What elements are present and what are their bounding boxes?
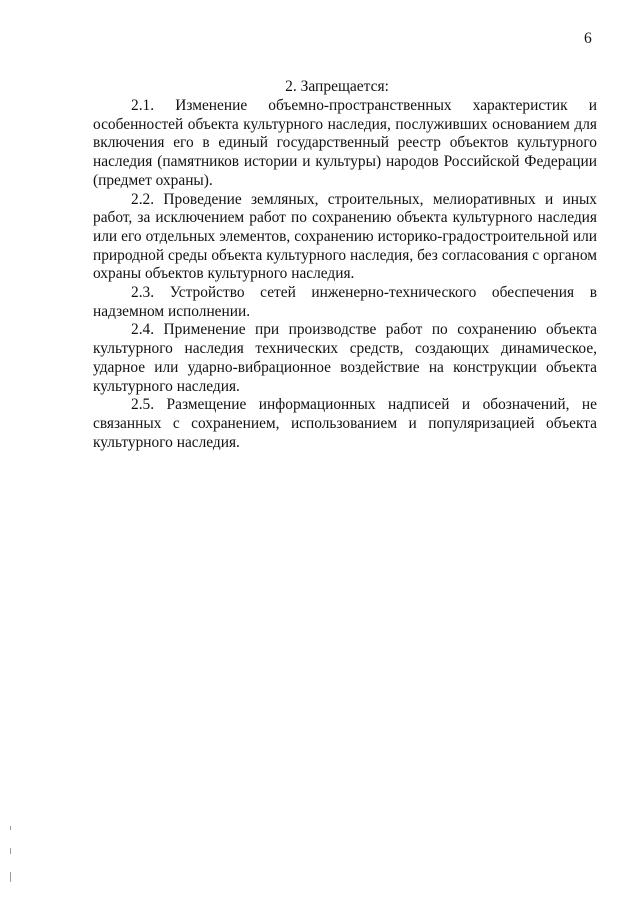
scan-margin-mark [10,826,11,830]
clause-number: 2.1. [131,97,155,114]
clause-2-3 [93,284,597,321]
page-number: 6 [584,30,592,47]
clause-2-5 [93,396,597,452]
clause-text: Применение при производстве работ по сохранению объекта культурного наследия технических средств, создающих динамическое, ударное или ударно-вибрационное воздействие на конструкции объекта культурного наследия. [93,321,597,395]
scan-margin-mark [10,872,11,882]
section-body [93,97,597,452]
clause-text: Проведение земляных, строительных, мелиоративных и иных работ, за исключением работ по сохранению объекта культурного наследия или его отдельных элементов, сохранению историко-градостроительной или природной среды объекта культурного наследия, без согласования с органом охраны объектов культурного наследия. [93,190,597,283]
clause-text: Размещение информационных надписей и обозначений, не связанных с сохранением, использованием и популяризацией объекта культурного наследия. [93,396,597,451]
clause-text: Устройство сетей инженерно-технического обеспечения в надземном исполнении. [93,284,597,320]
clause-2-4 [93,321,597,396]
clause-2-1 [93,97,597,191]
clause-number: 2.3. [131,284,155,302]
section-heading: 2. Запрещается: [285,78,389,95]
clause-text: Изменение объемно-пространственных характеристик и особенностей объекта культурного наследия, послуживших основанием для включения его в единый государственный реестр объектов культурного наследия (памятников истории и культуры) народов Российской Федерации (предмет охраны). [93,97,597,189]
clause-number: 2.2. [131,190,155,208]
clause-number: 2.4. [131,321,155,339]
clause-number: 2.5. [131,396,155,414]
scan-margin-mark [10,848,11,854]
clause-2-2 [93,191,597,285]
